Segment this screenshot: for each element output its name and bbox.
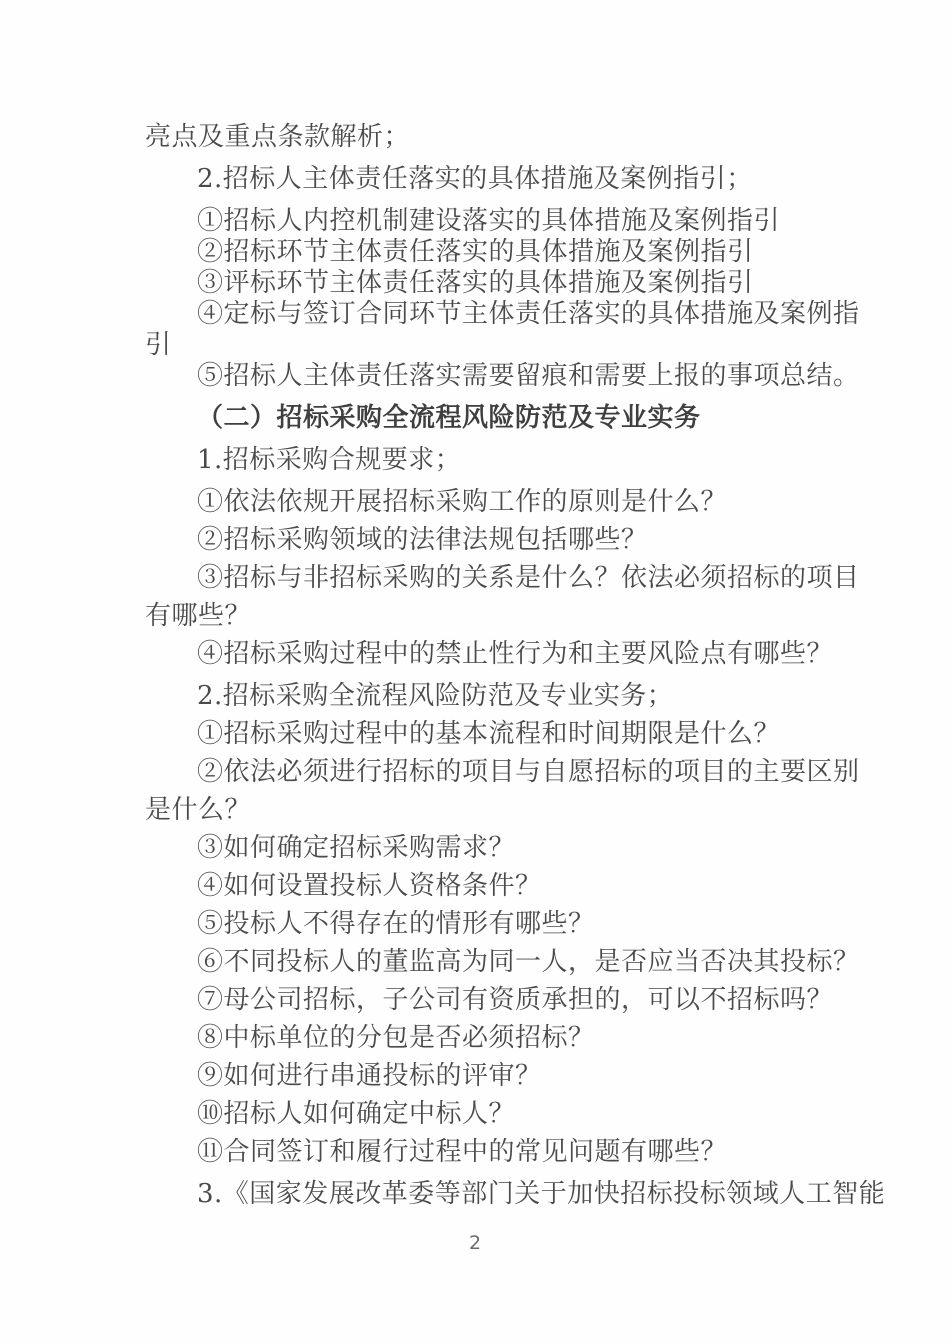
text-line	[145, 909, 861, 939]
text-line	[145, 947, 861, 977]
text-line-content: ⑧中标单位的分包是否必须招标？	[197, 1023, 595, 1053]
text-line	[145, 445, 861, 475]
text-line-content: ⑩招标人如何确定中标人？	[197, 1099, 516, 1129]
text-line-content: ②招标环节主体责任落实的具体措施及案例指引	[197, 237, 754, 267]
text-line-content: （二）招标采购全流程风险防范及专业实务	[197, 403, 701, 433]
text-line	[145, 795, 861, 825]
text-line-content: ⑤投标人不得存在的情形有哪些？	[197, 909, 595, 939]
text-line	[145, 122, 861, 152]
text-line	[145, 719, 861, 749]
text-line	[145, 1061, 861, 1091]
text-line-content: 是什么？	[145, 795, 252, 825]
text-line-content: 亮点及重点条款解析；	[145, 122, 411, 152]
document-body	[145, 122, 886, 1209]
text-line-content: ①招标采购过程中的基本流程和时间期限是什么？	[197, 719, 781, 749]
text-line-content: ④定标与签订合同环节主体责任落实的具体措施及案例指	[197, 299, 860, 329]
text-line	[145, 1179, 886, 1209]
text-line	[145, 563, 861, 593]
text-line	[145, 833, 861, 863]
text-line-content: ④招标采购过程中的禁止性行为和主要风险点有哪些？	[197, 639, 834, 669]
text-line-content: 有哪些？	[145, 601, 252, 631]
text-line-content: 3.《国家发展改革委等部门关于加快招标投标领域人工智能	[197, 1179, 886, 1209]
text-line-content: 2.招标人主体责任落实的具体措施及案例指引；	[197, 164, 753, 194]
text-line-content: ③评标环节主体责任落实的具体措施及案例指引	[197, 268, 754, 298]
text-line	[145, 639, 861, 669]
text-line	[145, 985, 861, 1015]
text-line-content: ③如何确定招标采购需求？	[197, 833, 516, 863]
text-line-content: ⑦母公司招标，子公司有资质承担的，可以不招标吗？	[197, 985, 834, 1015]
text-line	[145, 871, 861, 901]
text-line-content: 2.招标采购全流程风险防范及专业实务；	[197, 681, 674, 711]
text-line-content: 引	[145, 330, 172, 360]
text-line	[145, 757, 861, 787]
text-line-content: ③招标与非招标采购的关系是什么？依法必须招标的项目	[197, 563, 860, 593]
text-line	[145, 268, 861, 298]
text-line-content: ②招标采购领域的法律法规包括哪些？	[197, 525, 648, 555]
text-line-content: ①依法依规开展招标采购工作的原则是什么？	[197, 487, 728, 517]
text-line	[145, 164, 861, 194]
text-line	[145, 237, 861, 267]
page-number: 2	[468, 1232, 482, 1254]
text-line	[145, 1099, 861, 1129]
text-line	[145, 525, 861, 555]
text-line	[145, 299, 861, 329]
text-line	[145, 681, 861, 711]
text-line-content: 1.招标采购合规要求；	[197, 445, 462, 475]
text-line-content: ⑪合同签订和履行过程中的常见问题有哪些？	[197, 1137, 728, 1167]
text-line-content: ④如何设置投标人资格条件？	[197, 871, 542, 901]
text-line	[145, 1137, 861, 1167]
text-line-content: ⑤招标人主体责任落实需要留痕和需要上报的事项总结。	[197, 361, 860, 391]
text-line	[145, 330, 861, 360]
text-line-content: ⑨如何进行串通投标的评审？	[197, 1061, 542, 1091]
text-line	[145, 361, 861, 391]
text-line-content: ⑥不同投标人的董监高为同一人，是否应当否决其投标？	[197, 947, 860, 977]
text-line-content: ②依法必须进行招标的项目与自愿招标的项目的主要区别	[197, 757, 860, 787]
text-line	[145, 487, 861, 517]
text-line	[145, 1023, 861, 1053]
text-line	[145, 403, 861, 433]
text-line	[145, 601, 861, 631]
text-line-content: ①招标人内控机制建设落实的具体措施及案例指引	[197, 206, 781, 236]
text-line	[145, 206, 861, 236]
